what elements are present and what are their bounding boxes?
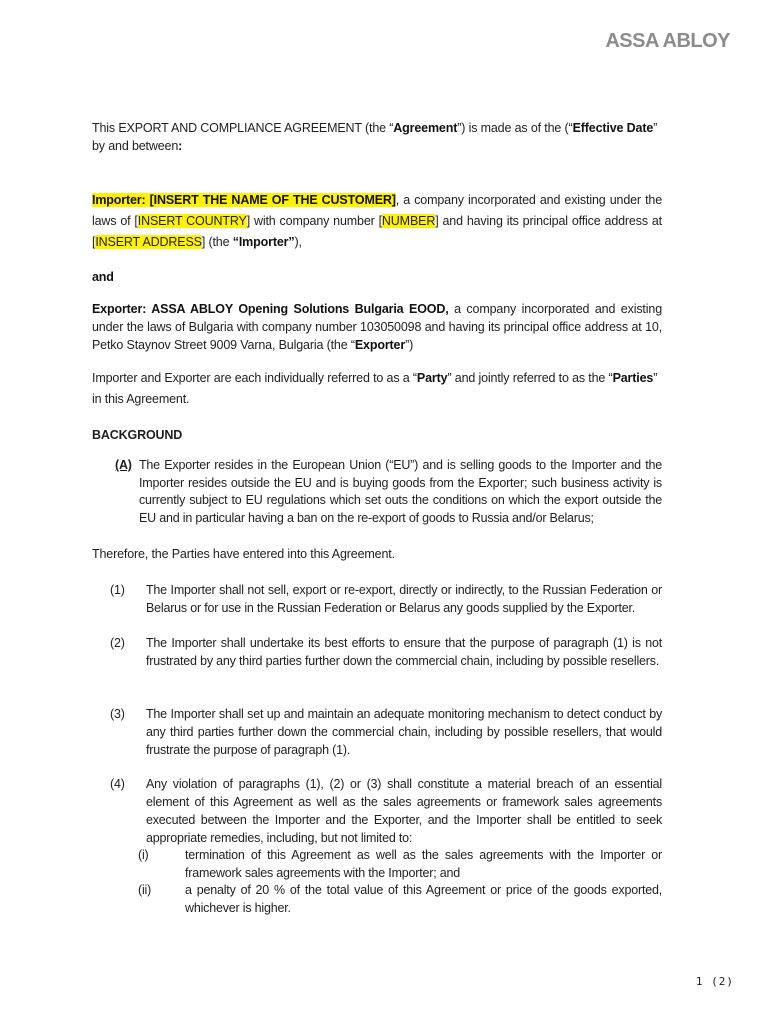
clause-text: The Importer shall set up and maintain an adequate monitoring mechanism to detect conduct by any third parties further down the commercial chain, including by possible resellers, that would frustrate the purpose of paragraph (1). [146, 707, 662, 757]
clause-number: (2) [110, 636, 125, 650]
importer-text-2: ] with company number [ [246, 214, 382, 228]
importer-text-3: ] and having its principal office address at [ [92, 214, 663, 249]
country-placeholder: INSERT COUNTRY [137, 214, 247, 228]
exporter-text-1: a company incorporated and existing under the laws of Bulgaria with company number 103050098 and having its principal office address at 10, Petko Staynov Street 9009 Varna, Bulgaria (the “ [92, 302, 662, 352]
parties-text-1: Importer and Exporter are each individually referred to as a “ [92, 371, 417, 385]
intro-text-1: This EXPORT AND COMPLIANCE AGREEMENT (the “ [92, 121, 394, 135]
importer-paragraph [92, 190, 662, 253]
intro-text-3: ” by and between [92, 121, 658, 153]
and-word: and [92, 270, 114, 284]
importer-text-4: ] (the [201, 235, 233, 249]
intro-text-2: ”) is made as of the (“ [457, 121, 573, 135]
number-placeholder: NUMBER [381, 214, 436, 228]
subclause-ii [138, 881, 662, 917]
clause-number: (3) [110, 707, 125, 721]
effective-date-term: Effective Date [572, 121, 654, 135]
page-number: 1 (2) [695, 975, 734, 988]
background-item-a [115, 457, 662, 529]
parties-text-2: ” and jointly referred to as the “ [447, 371, 613, 385]
and-text [92, 268, 662, 286]
subclause-text: a penalty of 20 % of the total value of this Agreement or price of the goods exported, whichever is higher. [185, 883, 662, 915]
party-term: Party [416, 371, 448, 385]
subclause-text: termination of this Agreement as well as the sales agreements with the Importer or framework sales agreements with the Importer; and [185, 848, 662, 880]
importer-text-5: ), [294, 235, 302, 249]
subclause-number: (ii) [138, 883, 152, 897]
parties-term: Parties [612, 371, 654, 385]
importer-label: Importer: [92, 193, 150, 207]
exporter-text-2: ”) [405, 338, 414, 352]
importer-text-1: , a company incorporated and existing under the laws of [ [92, 193, 662, 228]
background-heading: BACKGROUND [92, 428, 183, 442]
clause-1 [92, 581, 662, 617]
clause-text: Any violation of paragraphs (1), (2) or (3) shall constitute a material breach of an essential element of this Agreement as well as the sales agreements or framework sales agreements executed between the Importer and the Exporter, and the Importer shall be entitled to seek appropriate remedies, including, but not limited to: [146, 777, 662, 845]
clause-2 [92, 634, 662, 688]
intro-paragraph [92, 119, 662, 155]
clause-text: The Importer shall undertake its best efforts to ensure that the purpose of paragraph (1) is not frustrated by any third parties further down the commercial chain, including by possible resellers. [146, 636, 662, 668]
assa-abloy-logo: ASSA ABLOY [605, 30, 730, 52]
clause-number: (1) [110, 583, 125, 597]
customer-name-placeholder: [INSERT THE NAME OF THE CUSTOMER] [149, 193, 396, 207]
background-item-text: The Exporter resides in the European Union (“EU”) and is selling goods to the Importer and the Importer resides outside the EU and is buying goods from the Exporter; such business activity is currently subject to EU regulations which set outs the conditions on which the export outside the EU and in particular having a ban on the re-export of goods to Russia and/or Belarus; [139, 458, 662, 525]
address-placeholder: INSERT ADDRESS [95, 235, 202, 249]
clause-number: (4) [110, 777, 125, 791]
importer-term: “Importer” [232, 235, 295, 249]
background-item-label: (A) [115, 458, 132, 472]
parties-text-3: ” in this Agreement. [92, 371, 658, 406]
clause-4 [92, 775, 662, 847]
subclause-number: (i) [138, 848, 149, 862]
exporter-label: Exporter: ASSA ABLOY Opening Solutions Bulgaria EOOD, [92, 302, 449, 316]
therefore-paragraph: Therefore, the Parties have entered into this Agreement. [92, 547, 395, 561]
clause-3 [92, 705, 662, 759]
intro-colon: : [178, 139, 183, 153]
exporter-term: Exporter [354, 338, 406, 352]
subclause-i [138, 846, 662, 882]
parties-paragraph [92, 368, 662, 410]
exporter-paragraph [92, 300, 662, 354]
clause-text: The Importer shall not sell, export or re-export, directly or indirectly, to the Russian Federation or Belarus or for use in the Russian Federation or Belarus any goods supplied by the Exporter. [146, 583, 662, 615]
agreement-term: Agreement [393, 121, 458, 135]
